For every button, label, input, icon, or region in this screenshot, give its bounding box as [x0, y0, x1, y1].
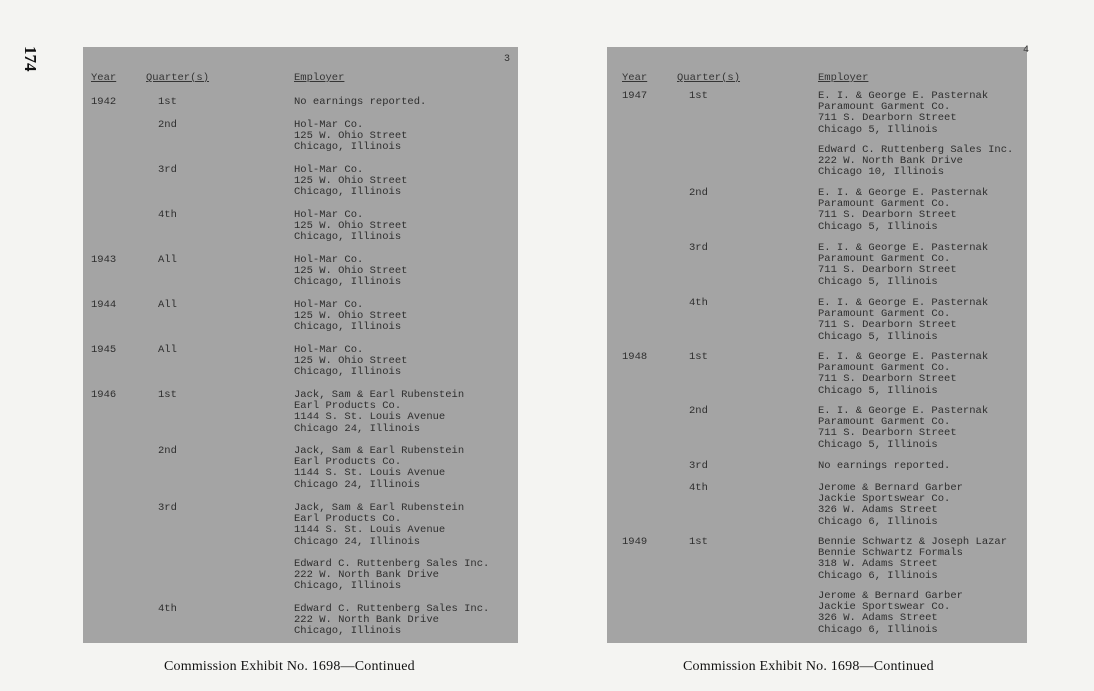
- year-cell: 1948: [622, 351, 648, 363]
- year-cell: 1944: [91, 299, 117, 311]
- year-cell: 1946: [91, 389, 117, 401]
- employer-cell: Hol-Mar Co. 125 W. Ohio Street Chicago, Illinois: [294, 344, 408, 379]
- quarter-cell: 2nd: [158, 119, 177, 131]
- employer-cell: E. I. & George E. Pasternak Paramount Garment Co. 711 S. Dearborn Street Chicago 5, Illinois: [818, 351, 989, 397]
- employer-cell: Hol-Mar Co. 125 W. Ohio Street Chicago, Illinois: [294, 209, 408, 244]
- employer-cell: Hol-Mar Co. 125 W. Ohio Street Chicago, Illinois: [294, 119, 408, 154]
- year-header: Year: [91, 72, 117, 84]
- quarter-cell: 4th: [689, 482, 708, 494]
- left-caption: Commission Exhibit No. 1698—Continued: [164, 659, 415, 674]
- employer-cell: No earnings reported.: [294, 96, 427, 108]
- right-sheet-number: 4: [1022, 45, 1029, 56]
- year-cell: 1943: [91, 254, 117, 266]
- year-cell: 1949: [622, 536, 648, 548]
- employer-cell: Hol-Mar Co. 125 W. Ohio Street Chicago, Illinois: [294, 164, 408, 199]
- quarter-cell: All: [158, 344, 177, 356]
- employer-header: Employer: [818, 72, 869, 84]
- employer-cell: Bennie Schwartz & Joseph Lazar Bennie Schwartz Formals 318 W. Adams Street Chicago 6, Illinois: [818, 536, 1008, 582]
- quarter-cell: 2nd: [689, 187, 708, 199]
- quarter-cell: 3rd: [689, 460, 708, 472]
- quarter-cell: 4th: [158, 209, 177, 221]
- employer-cell: Hol-Mar Co. 125 W. Ohio Street Chicago, Illinois: [294, 299, 408, 334]
- quarter-cell: 3rd: [689, 242, 708, 254]
- page-number: 174: [21, 46, 40, 72]
- quarter-cell: All: [158, 299, 177, 311]
- year-header: Year: [622, 72, 648, 84]
- employer-cell: E. I. & George E. Pasternak Paramount Garment Co. 711 S. Dearborn Street Chicago 5, Illinois: [818, 405, 989, 451]
- left-sheet-number: 3: [503, 54, 510, 65]
- quarter-cell: 1st: [158, 96, 177, 108]
- employer-cell: E. I. & George E. Pasternak Paramount Garment Co. 711 S. Dearborn Street Chicago 5, Illinois: [818, 90, 989, 136]
- quarter-cell: 3rd: [158, 502, 177, 514]
- employer-cell: Jack, Sam & Earl Rubenstein Earl Products Co. 1144 S. St. Louis Avenue Chicago 24, Illinois: [294, 389, 465, 435]
- quarter-cell: 1st: [689, 351, 708, 363]
- quarter-header: Quarter(s): [677, 72, 741, 84]
- quarter-cell: All: [158, 254, 177, 266]
- employer-cell: Edward C. Ruttenberg Sales Inc. 222 W. North Bank Drive Chicago, Illinois: [294, 558, 490, 593]
- year-cell: 1945: [91, 344, 117, 356]
- year-cell: 1942: [91, 96, 117, 108]
- quarter-cell: 1st: [689, 90, 708, 102]
- employer-cell: E. I. & George E. Pasternak Paramount Garment Co. 711 S. Dearborn Street Chicago 5, Illinois: [818, 297, 989, 343]
- employer-cell: E. I. & George E. Pasternak Paramount Garment Co. 711 S. Dearborn Street Chicago 5, Illinois: [818, 242, 989, 288]
- employer-cell: Edward C. Ruttenberg Sales Inc. 222 W. North Bank Drive Chicago, Illinois: [294, 603, 490, 638]
- quarter-cell: 2nd: [689, 405, 708, 417]
- year-cell: 1947: [622, 90, 648, 102]
- quarter-cell: 1st: [689, 536, 708, 548]
- quarter-cell: 3rd: [158, 164, 177, 176]
- quarter-cell: 2nd: [158, 445, 177, 457]
- employer-cell: Jerome & Bernard Garber Jackie Sportswear Co. 326 W. Adams Street Chicago 6, Illinois: [818, 590, 963, 636]
- employer-cell: Jack, Sam & Earl Rubenstein Earl Products Co. 1144 S. St. Louis Avenue Chicago 24, Illinois: [294, 445, 465, 491]
- quarter-cell: 1st: [158, 389, 177, 401]
- right-caption: Commission Exhibit No. 1698—Continued: [683, 659, 934, 674]
- employer-cell: No earnings reported.: [818, 460, 951, 472]
- employer-cell: Hol-Mar Co. 125 W. Ohio Street Chicago, Illinois: [294, 254, 408, 289]
- employer-cell: E. I. & George E. Pasternak Paramount Garment Co. 711 S. Dearborn Street Chicago 5, Illinois: [818, 187, 989, 233]
- employer-cell: Jack, Sam & Earl Rubenstein Earl Products Co. 1144 S. St. Louis Avenue Chicago 24, Illinois: [294, 502, 465, 548]
- quarter-header: Quarter(s): [146, 72, 210, 84]
- employer-header: Employer: [294, 72, 345, 84]
- employer-cell: Jerome & Bernard Garber Jackie Sportswear Co. 326 W. Adams Street Chicago 6, Illinois: [818, 482, 963, 528]
- right-document-sheet: [607, 47, 1027, 643]
- employer-cell: Edward C. Ruttenberg Sales Inc. 222 W. North Bank Drive Chicago 10, Illinois: [818, 144, 1014, 179]
- quarter-cell: 4th: [158, 603, 177, 615]
- left-document-sheet: [83, 47, 518, 643]
- quarter-cell: 4th: [689, 297, 708, 309]
